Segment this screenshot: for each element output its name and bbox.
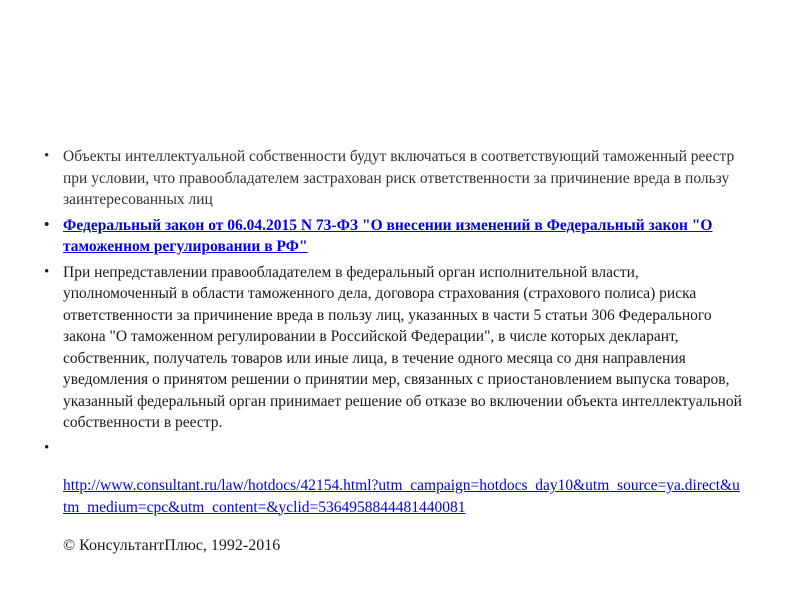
- bullet-list: [44, 146, 756, 478]
- bullet-text: Объекты интеллектуальной собственности будут включаться в соответствующий таможенный реестр при условии, что правообладателем застрахован риск ответственности за причинение вреда в пользу заинтересованных лиц: [63, 148, 735, 208]
- bullet-icon: •: [44, 148, 50, 164]
- bullet-item-refusal-rule: [44, 262, 756, 434]
- bullet-icon: •: [44, 216, 50, 233]
- copyright-text: © КонсультантПлюс, 1992-2016: [63, 537, 281, 554]
- bullet-text: При непредставлении правообладателем в федеральный орган исполнительной власти, уполномоченный в области таможенного дела, договора страхования (страхового полиса) риска ответственности за причинение вреда в пользу лиц, указанных в части 5 статьи 306 Федерального закона "О таможенном регулировании в Российской Федерации", в числе которых декларант, собственник, получатель товаров или иные лица, в течение одного месяца со дня направления уведомления о принятом решении о принятии мер, связанных с приостановлением выпуска товаров, указанный федеральный орган принимает решение об отказе во включении объекта интеллектуальной собственности в реестр.: [63, 263, 742, 431]
- bullet-icon: •: [44, 439, 50, 456]
- source-link[interactable]: http://www.consultant.ru/law/hotdocs/42154.html?utm_campaign=hotdocs_day10&utm_source=ya.direct&utm_medium=cpc&utm_content=&yclid=5364958844481440081: [63, 477, 740, 516]
- source-link-block: [63, 475, 743, 518]
- bullet-item-federal-law[interactable]: [44, 215, 756, 258]
- bullet-item-empty: [44, 438, 756, 478]
- bullet-icon: •: [44, 263, 50, 280]
- bullet-item-insurance-condition: [44, 146, 756, 211]
- federal-law-link[interactable]: Федеральный закон от 06.04.2015 N 73-ФЗ "О внесении изменений в Федеральный закон "О таможенном регулировании в РФ": [63, 216, 713, 255]
